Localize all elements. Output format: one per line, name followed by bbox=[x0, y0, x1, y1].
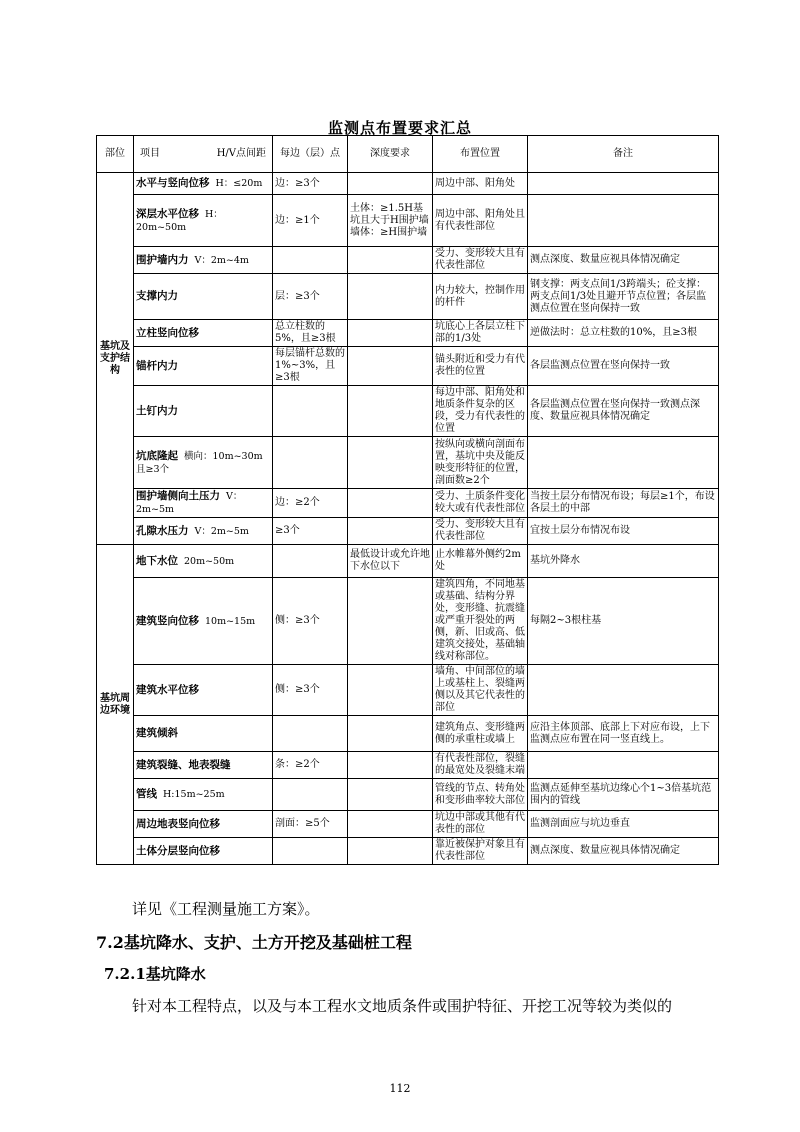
cell-item bbox=[134, 437, 273, 489]
table-row bbox=[97, 489, 719, 518]
cell-layout: 坑边中部或其他有代表性的部位 bbox=[433, 811, 528, 838]
cell-item bbox=[134, 545, 273, 578]
cell-layout: 管线的节点、转角处和变形曲率较大部位 bbox=[433, 779, 528, 811]
item-name: 深层水平位移 bbox=[136, 207, 199, 220]
cell-layout: 受力、土质条件变化较大或有代表性部位 bbox=[433, 489, 528, 518]
item-name: 建筑竖向位移 bbox=[136, 614, 199, 627]
cell-layout: 按纵向或横向剖面布置，基坑中央及能反映变形特征的位置，剖面数≥2个 bbox=[433, 437, 528, 489]
header-hv-spacing: H/V点间距 bbox=[216, 148, 266, 159]
body-paragraph: 针对本工程特点，以及与本工程水文地质条件或围护特征、开挖工况等较为类似的 bbox=[132, 997, 673, 1015]
cell-item bbox=[134, 779, 273, 811]
item-spacing: H：≤20m bbox=[215, 178, 263, 189]
item-name: 建筑水平位移 bbox=[136, 683, 199, 696]
cell-item bbox=[134, 274, 273, 320]
cell-layout: 周边中部、阳角处且有代表性部位 bbox=[433, 195, 528, 247]
cell-per-side bbox=[273, 545, 348, 578]
table-row bbox=[97, 347, 719, 386]
table-row bbox=[97, 247, 719, 274]
cell-layout: 锚头附近和受力有代表性的位置 bbox=[433, 347, 528, 386]
table-row bbox=[97, 518, 719, 545]
table-row bbox=[97, 195, 719, 247]
table-row bbox=[97, 811, 719, 838]
cell-remark: 逆做法时：总立柱数的10%，且≥3根 bbox=[528, 320, 719, 347]
cell-layout: 靠近被保护对象且有代表性部位 bbox=[433, 838, 528, 865]
cell-item bbox=[134, 195, 273, 247]
item-spacing: V：2m~4m bbox=[194, 254, 249, 266]
cell-item bbox=[134, 811, 273, 838]
cell-item bbox=[134, 665, 273, 716]
cell-per-side: 侧：≥3个 bbox=[273, 578, 348, 665]
item-spacing: 横向：10m~30m且≥3个 bbox=[136, 450, 263, 475]
cell-layout: 墙角、中间部位的墙上或基柱上、裂缝两侧以及其它代表性的部位 bbox=[433, 665, 528, 716]
cell-layout: 受力、变形较大且有代表性部位 bbox=[433, 247, 528, 274]
cell-per-side: ≥3个 bbox=[273, 518, 348, 545]
cell-per-side: 条：≥2个 bbox=[273, 752, 348, 779]
item-name: 锚杆内力 bbox=[136, 359, 178, 372]
item-name: 围护墙侧向土压力 bbox=[136, 490, 220, 502]
cell-depth bbox=[348, 518, 433, 545]
item-name: 建筑倾斜 bbox=[136, 727, 178, 739]
cell-per-side: 总立柱数的5%，且≥3根 bbox=[273, 320, 348, 347]
cell-item bbox=[134, 578, 273, 665]
table-row bbox=[97, 437, 719, 489]
item-name: 土钉内力 bbox=[136, 404, 178, 417]
table-row bbox=[97, 274, 719, 320]
cell-per-side bbox=[273, 386, 348, 437]
page-title: 监测点布置要求汇总 bbox=[327, 119, 472, 137]
table-row bbox=[97, 752, 719, 779]
item-spacing: V：2m~5m bbox=[194, 525, 249, 537]
cell-remark bbox=[528, 173, 719, 195]
cell-per-side bbox=[273, 779, 348, 811]
cell-remark: 监测点延伸至基坑边缘心个1~3倍基坑范围内的管线 bbox=[528, 779, 719, 811]
table-row bbox=[97, 779, 719, 811]
cell-per-side: 边：≥2个 bbox=[273, 489, 348, 518]
page-number: 112 bbox=[389, 1082, 411, 1095]
item-name: 地下水位 bbox=[136, 554, 178, 567]
cell-per-side: 侧：≥3个 bbox=[273, 665, 348, 716]
item-spacing: 20m~50m bbox=[184, 555, 235, 567]
cell-remark: 各层监测点位置在竖向保持一致测点深度、数量应视具体情况确定 bbox=[528, 386, 719, 437]
cell-per-side bbox=[273, 437, 348, 489]
table-row bbox=[97, 716, 719, 752]
cell-depth bbox=[348, 274, 433, 320]
item-name: 孔隙水压力 bbox=[136, 524, 189, 537]
item-name: 坑底隆起 bbox=[136, 449, 178, 462]
cell-depth bbox=[348, 716, 433, 752]
table-row bbox=[97, 838, 719, 865]
item-name: 建筑裂缝、地表裂缝 bbox=[136, 758, 231, 771]
item-spacing: 10m~15m bbox=[205, 615, 256, 627]
cell-remark: 测点深度、数量应视具体情况确定 bbox=[528, 247, 719, 274]
cell-depth: 最低设计或允许地下水位以下 bbox=[348, 545, 433, 578]
header-layout: 布置位置 bbox=[433, 136, 528, 173]
cell-item bbox=[134, 320, 273, 347]
cell-per-side: 边：≥1个 bbox=[273, 195, 348, 247]
cell-depth bbox=[348, 489, 433, 518]
header-item: 项目 bbox=[140, 148, 160, 159]
cell-depth bbox=[348, 811, 433, 838]
cell-remark bbox=[528, 195, 719, 247]
cell-per-side: 剖面：≥5个 bbox=[273, 811, 348, 838]
section-heading-7-2: 7.2基坑降水、支护、土方开挖及基础桩工程 bbox=[96, 933, 412, 952]
cell-item bbox=[134, 752, 273, 779]
table-row bbox=[97, 320, 719, 347]
cell-depth bbox=[348, 386, 433, 437]
item-spacing: V：2m~5m bbox=[136, 491, 243, 515]
table-row bbox=[97, 173, 719, 195]
table-row bbox=[97, 578, 719, 665]
cell-per-side bbox=[273, 247, 348, 274]
cell-depth bbox=[348, 437, 433, 489]
cell-remark bbox=[528, 437, 719, 489]
cell-depth bbox=[348, 779, 433, 811]
cell-depth bbox=[348, 173, 433, 195]
cell-remark bbox=[528, 752, 719, 779]
cell-item bbox=[134, 716, 273, 752]
category-pit-support: 基坑及支护结构 bbox=[97, 173, 134, 545]
cell-per-side bbox=[273, 838, 348, 865]
cell-remark: 测点深度、数量应视具体情况确定 bbox=[528, 838, 719, 865]
table-row bbox=[97, 665, 719, 716]
cell-remark: 各层监测点位置在竖向保持一致 bbox=[528, 347, 719, 386]
cell-remark: 应沿主体顶部、底部上下对应布设，上下监测点应布置在同一竖直线上。 bbox=[528, 716, 719, 752]
cell-depth bbox=[348, 247, 433, 274]
cell-layout: 建筑四角，不同地基或基础、结构分界处，变形缝、抗震缝或严重开裂处的两侧，新、旧或高、低建筑交接处，基础轴线对称部位。 bbox=[433, 578, 528, 665]
cell-depth bbox=[348, 578, 433, 665]
cell-remark: 钢支撑：两支点间1/3跨端头；砼支撑：两支点间1/3处且避开节点位置；各层监测点位置在竖向保持一致 bbox=[528, 274, 719, 320]
cell-layout: 有代表性部位，裂缝的最宽处及裂缝末端 bbox=[433, 752, 528, 779]
header-depth: 深度要求 bbox=[348, 136, 433, 173]
cell-item bbox=[134, 518, 273, 545]
cell-remark: 监测剖面应与坑边垂直 bbox=[528, 811, 719, 838]
cell-layout: 止水帷幕外侧约2m处 bbox=[433, 545, 528, 578]
section-heading-7-2-1: 7.2.1基坑降水 bbox=[104, 965, 206, 983]
cell-item bbox=[134, 347, 273, 386]
cell-per-side bbox=[273, 716, 348, 752]
item-name: 管线 bbox=[136, 788, 157, 800]
cell-depth bbox=[348, 752, 433, 779]
cell-remark: 当按土层分布情况布设；每层≥1个，布设各层土的中部 bbox=[528, 489, 719, 518]
header-part: 部位 bbox=[97, 136, 134, 173]
cell-item bbox=[134, 489, 273, 518]
item-name: 水平与竖向位移 bbox=[136, 177, 210, 189]
cell-layout: 建筑角点、变形缝两侧的承重柱或墙上 bbox=[433, 716, 528, 752]
table-header-row bbox=[97, 136, 719, 173]
item-name: 立柱竖向位移 bbox=[136, 326, 199, 339]
cell-layout: 内力较大，控制作用的杆件 bbox=[433, 274, 528, 320]
item-spacing: H:15m~25m bbox=[163, 789, 225, 800]
cell-per-side: 每层锚杆总数的1%~3%，且≥3根 bbox=[273, 347, 348, 386]
cell-depth bbox=[348, 347, 433, 386]
cell-depth bbox=[348, 838, 433, 865]
cell-per-side: 边：≥3个 bbox=[273, 173, 348, 195]
category-surroundings: 基坑周边环境 bbox=[97, 545, 134, 865]
item-name: 土体分层竖向位移 bbox=[136, 844, 220, 857]
table-row bbox=[97, 386, 719, 437]
cell-item bbox=[134, 247, 273, 274]
cell-depth: 土体：≥1.5H基坑且大于H围护墙墙体：≥H围护墙 bbox=[348, 195, 433, 247]
header-remarks: 备注 bbox=[528, 136, 719, 173]
cell-remark: 宜按土层分布情况布设 bbox=[528, 518, 719, 545]
item-name: 围护墙内力 bbox=[136, 253, 189, 266]
item-name: 周边地表竖向位移 bbox=[136, 817, 220, 830]
cell-depth bbox=[348, 320, 433, 347]
header-per-side: 每边（层）点 bbox=[273, 136, 348, 173]
item-spacing: H：20m~50m bbox=[136, 208, 223, 233]
cell-item bbox=[134, 838, 273, 865]
cell-remark: 基坑外降水 bbox=[528, 545, 719, 578]
cell-layout: 周边中部、阳角处 bbox=[433, 173, 528, 195]
cell-layout: 受力、变形较大且有代表性部位 bbox=[433, 518, 528, 545]
cell-layout: 每边中部、阳角处和地质条件复杂的区段，受力有代表性的位置 bbox=[433, 386, 528, 437]
cell-remark: 每隔2~3根柱基 bbox=[528, 578, 719, 665]
cell-per-side: 层：≥3个 bbox=[273, 274, 348, 320]
cell-remark bbox=[528, 665, 719, 716]
monitoring-points-table bbox=[96, 135, 719, 865]
header-item-spacing bbox=[134, 136, 273, 173]
item-name: 支撑内力 bbox=[136, 290, 178, 302]
table-row bbox=[97, 545, 719, 578]
cell-item bbox=[134, 386, 273, 437]
cell-layout: 坑底心上各层立柱下部的1/3处 bbox=[433, 320, 528, 347]
see-also-text: 详见《工程测量施工方案》。 bbox=[132, 900, 320, 918]
cell-item bbox=[134, 173, 273, 195]
cell-depth bbox=[348, 665, 433, 716]
